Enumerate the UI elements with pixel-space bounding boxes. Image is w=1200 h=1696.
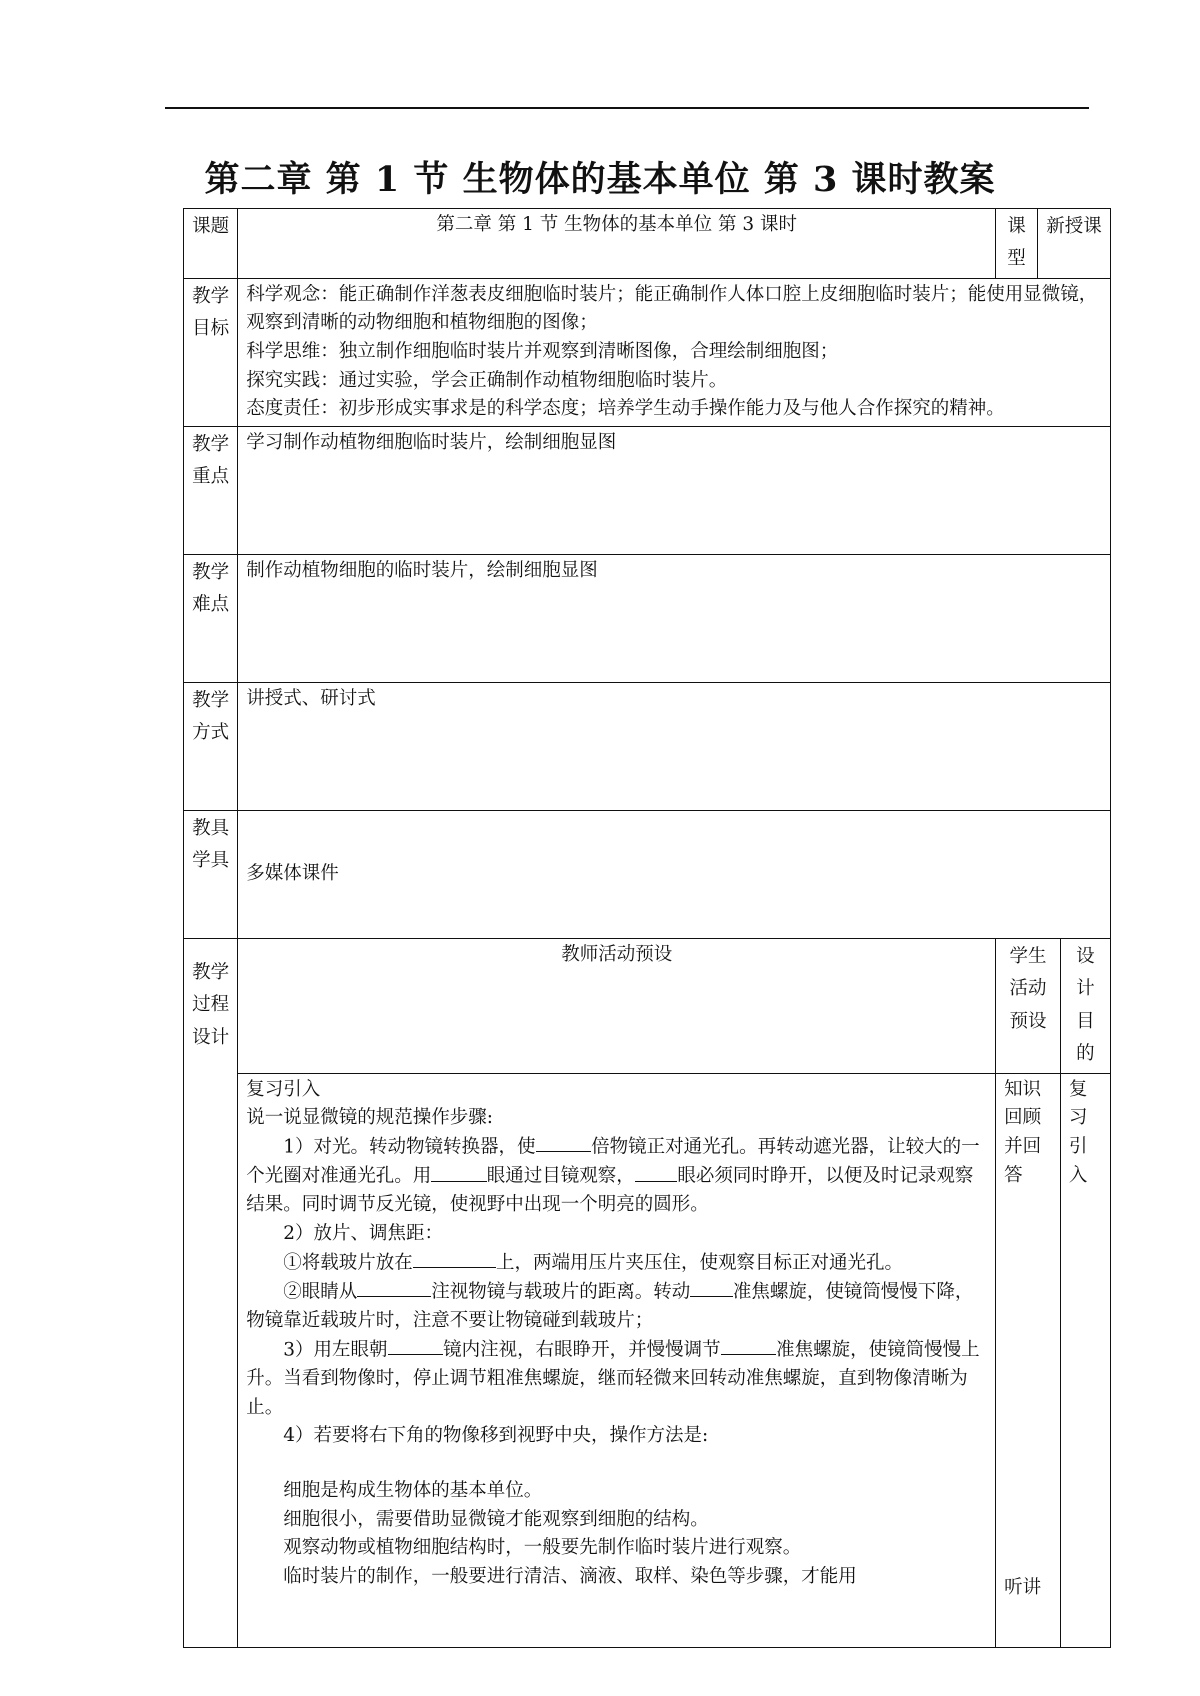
fill-blank[interactable] xyxy=(690,1278,733,1298)
row-topic xyxy=(184,209,1111,279)
row-process-header xyxy=(184,939,1111,1074)
concept-paragraph: 观察动物或植物细胞结构时，一般要先制作临时装片进行观察。 xyxy=(283,1537,802,1559)
difficulties-value: 制作动植物细胞的临时装片，绘制细胞显图 xyxy=(238,555,1111,683)
fill-blank[interactable] xyxy=(413,1249,496,1269)
student-activity-listen: 听讲 xyxy=(1004,1576,1042,1598)
key-points-value: 学习制作动植物细胞临时装片，绘制细胞显图 xyxy=(238,427,1111,555)
tools-label: 教具学具 xyxy=(184,811,238,939)
fill-blank[interactable] xyxy=(536,1133,592,1153)
concept-paragraph: 细胞很小，需要借助显微镜才能观察到细胞的结构。 xyxy=(283,1508,709,1530)
method-label: 教学方式 xyxy=(184,683,238,811)
row-goals xyxy=(184,278,1111,426)
fill-blank[interactable] xyxy=(357,1278,431,1298)
student-activity-header: 学生活动预设 xyxy=(996,939,1061,1074)
type-value: 新授课 xyxy=(1037,209,1110,279)
topic-label: 课题 xyxy=(184,209,238,279)
fill-blank[interactable] xyxy=(721,1336,777,1356)
key-points-label: 教学重点 xyxy=(184,427,238,555)
design-purpose-content xyxy=(1060,1073,1110,1647)
step-3: 3）用左眼朝 镜内注视，右眼睁开，并慢慢调节 准焦螺旋，使镜筒慢慢上升。当看到物像时，停止调节粗准焦螺旋，继而轻微来回转动准焦螺旋，直到物像清晰为止。 xyxy=(246,1336,987,1423)
student-activity-content xyxy=(996,1073,1061,1647)
step-2-2: ②眼睛从 注视物镜与载玻片的距离。转动 准焦螺旋，使镜筒慢慢下降，物镜靠近载玻片时，注意不要让物镜碰到载玻片； xyxy=(246,1278,987,1336)
goal-science-concept: 科学观念：能正确制作洋葱表皮细胞临时装片；能正确制作人体口腔上皮细胞临时装片；能使用显微镜，观察到清晰的动物细胞和植物细胞的图像； xyxy=(246,283,1098,334)
goals-content xyxy=(238,278,1111,426)
fill-blank[interactable] xyxy=(388,1336,444,1356)
concept-paragraph: 临时装片的制作，一般要进行清洁、滴液、取样、染色等步骤，才能用 xyxy=(283,1565,857,1587)
step-2-1: ①将载玻片放在 上，两端用压片夹压住，使观察目标正对通光孔。 xyxy=(246,1249,987,1278)
concept-paragraph: 细胞是构成生物体的基本单位。 xyxy=(283,1479,543,1501)
step-1: 1）对光。转动物镜转换器，使 倍物镜正对通光孔。再转动遮光器，让较大的一个光圈对准通光孔。用 眼通过目镜观察， 眼必须同时睁开，以便及时记录观察结果。同时调节反光镜，使视野中出现一个明亮的圆形。 xyxy=(246,1133,987,1220)
goals-label: 教学目标 xyxy=(184,278,238,426)
step-2: 2）放片、调焦距： xyxy=(283,1222,444,1244)
row-method xyxy=(184,683,1111,811)
teacher-activity-header: 教师活动预设 xyxy=(238,939,996,1074)
review-intro: 说一说显微镜的规范操作步骤: xyxy=(246,1107,494,1129)
design-purpose-header: 设计目的 xyxy=(1060,939,1110,1074)
student-activity-review: 知识回顾并回答 xyxy=(1004,1078,1042,1186)
goal-science-thinking: 科学思维：独立制作细胞临时装片并观察到清晰图像，合理绘制细胞图； xyxy=(246,341,839,363)
lesson-plan-table xyxy=(183,208,1111,1648)
row-tools xyxy=(184,811,1111,939)
difficulties-label: 教学难点 xyxy=(184,555,238,683)
row-key-points xyxy=(184,427,1111,555)
row-difficulties xyxy=(184,555,1111,683)
design-purpose-review: 复习引入 xyxy=(1068,1078,1092,1186)
topic-value: 第二章 第 1 节 生物体的基本单位 第 3 课时 xyxy=(238,209,996,279)
step-4: 4）若要将右下角的物像移到视野中央，操作方法是: xyxy=(283,1425,709,1447)
goal-inquiry-practice: 探究实践：通过实验，学会正确制作动植物细胞临时装片。 xyxy=(246,369,728,391)
goal-attitude: 态度责任：初步形成实事求是的科学态度；培养学生动手操作能力及与他人合作探究的精神。 xyxy=(246,398,1005,420)
process-label: 教学过程设计 xyxy=(184,939,238,1648)
header-rule xyxy=(165,107,1089,109)
fill-blank[interactable] xyxy=(431,1162,487,1182)
tools-value: 多媒体课件 xyxy=(238,811,1111,939)
type-label: 课型 xyxy=(996,209,1038,279)
teacher-activity-content xyxy=(238,1073,996,1647)
document-title: 第二章 第 1 节 生物体的基本单位 第 3 课时教案 xyxy=(204,159,996,200)
row-process-content xyxy=(184,1073,1111,1647)
review-heading: 复习引入 xyxy=(246,1078,321,1100)
method-value: 讲授式、研讨式 xyxy=(238,683,1111,811)
fill-blank[interactable] xyxy=(635,1162,678,1182)
